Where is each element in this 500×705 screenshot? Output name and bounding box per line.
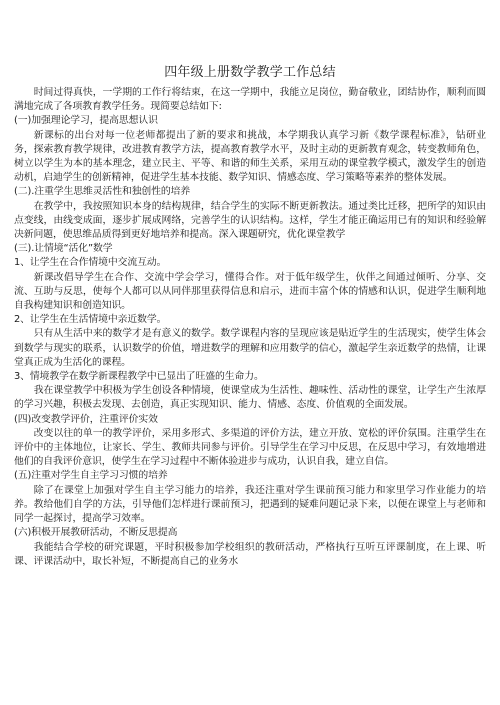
section-heading: (二).注重学生思维灵活性和独创性的培养 [14, 186, 191, 198]
body-paragraph: 新课标的出台对每一位老师都提出了新的要求和挑战，本学期我认真学习新《数学课程标准》，钻研业务，探索教育教学规律，改进教育教学方法，提高教育教学水平，及时主动的更新教育观念，转变教师角色，树立以学生为本的基本理念，建立民主、平等、和谐的师生关系，采用互动的课堂教学模式，激发学生的创造动机，启迪学生的创新精神，促进学生基本技能、数学知识、情感态度、学习策略等素养的整体发展。 [14, 129, 486, 184]
body-paragraph: 改变以往的单一的教学评价，采用多形式、多渠道的评价方法，建立开放、宽松的评价氛围。注重学生在评价中的主体地位，让家长、学生、教师共同参与评价。引导学生在学习中反思，在反思中学习，有效地增进他们的自我评价意识，使学生在学习过程中不断体验进步与成功，认识自我，建立自信。 [14, 427, 486, 468]
section-heading: (五)注重对学生自主学习习惯的培养 [14, 470, 168, 482]
body-paragraph: 只有从生活中来的数学才是有意义的数学。数学课程内容的呈现应该是贴近学生的生活现实，使学生体会到数学与现实的联系，认识数学的价值，增进数学的理解和应用数学的信心，激起学生亲近数学的热情，让课堂真正成为生活化的课程。 [14, 328, 486, 368]
section-heading: (三).让情境“活化”数学 [14, 243, 113, 255]
body-paragraph: 新课改倡导学生在合作、交流中学会学习，懂得合作。对于低年级学生，伙伴之间通过倾听、分享、交流、互助与反思，使每个人都可以从同伴那里获得信息和启示，进而丰富个体的情感和认识，促进学生顺利地自我构建知识和创造知识。 [14, 271, 486, 312]
body-paragraph: 时间过得真快，一学期的工作行将结束，在这一学期中，我能立足岗位，勤奋敬业，团结协作，顺利而圆满地完成了各项教育教学任务。现简要总结如下: [14, 87, 486, 113]
document-title: 四年级上册数学教学工作总结 [164, 65, 336, 80]
body-paragraph: 我能结合学校的研究课题，平时积极参加学校组织的教研活动，严格执行互听互评课制度，在上课、听课、评课活动中，取长补短，不断提高自己的业务水 [14, 541, 486, 567]
document-body [14, 86, 486, 569]
section-heading: 1、让学生在合作情境中交流互动。 [14, 257, 167, 269]
body-paragraph: 除了在课堂上加强对学生自主学习能力的培养，我还注重对学生课前预习能力和家里学习作业能力的培养。教给他们自学的方法，引导他们怎样进行课前预习，把遇到的疑难问题记录下来，以便在课堂上与老师和同学一起探讨，提高学习效率。 [14, 484, 486, 525]
section-heading: (一)加强理论学习，提高思想认识 [14, 115, 158, 127]
section-heading: 3、情境教学在数学新课程教学中已显出了旺盛的生命力。 [14, 371, 264, 383]
section-heading: 2、让学生在生活情境中亲近数学。 [14, 314, 167, 326]
body-paragraph: 在教学中，我按照知识本身的结构规律，结合学生的实际不断更新教法。通过类比迁移，把所学的知识由点变线，由线变成面，逐步扩展成网络，完善学生的认识结构。这样，学生才能正确运用已有的知识和经验解决新问题，使思维品质得到更好地培养和提高。深入课题研究，优化课堂教学 [14, 200, 486, 241]
section-heading: (四)改变教学评价，注重评价实效 [14, 413, 158, 425]
body-paragraph: 我在课堂教学中积极为学生创设各种情境，使课堂成为生活性、趣味性、活动性的课堂，让学生产生浓厚的学习兴趣，积极去发现、去创造，真正实现知识、能力、情感、态度、价值观的全面发展。 [14, 385, 486, 411]
section-heading: (六)积极开展教研活动，不断反思提高 [14, 527, 178, 539]
